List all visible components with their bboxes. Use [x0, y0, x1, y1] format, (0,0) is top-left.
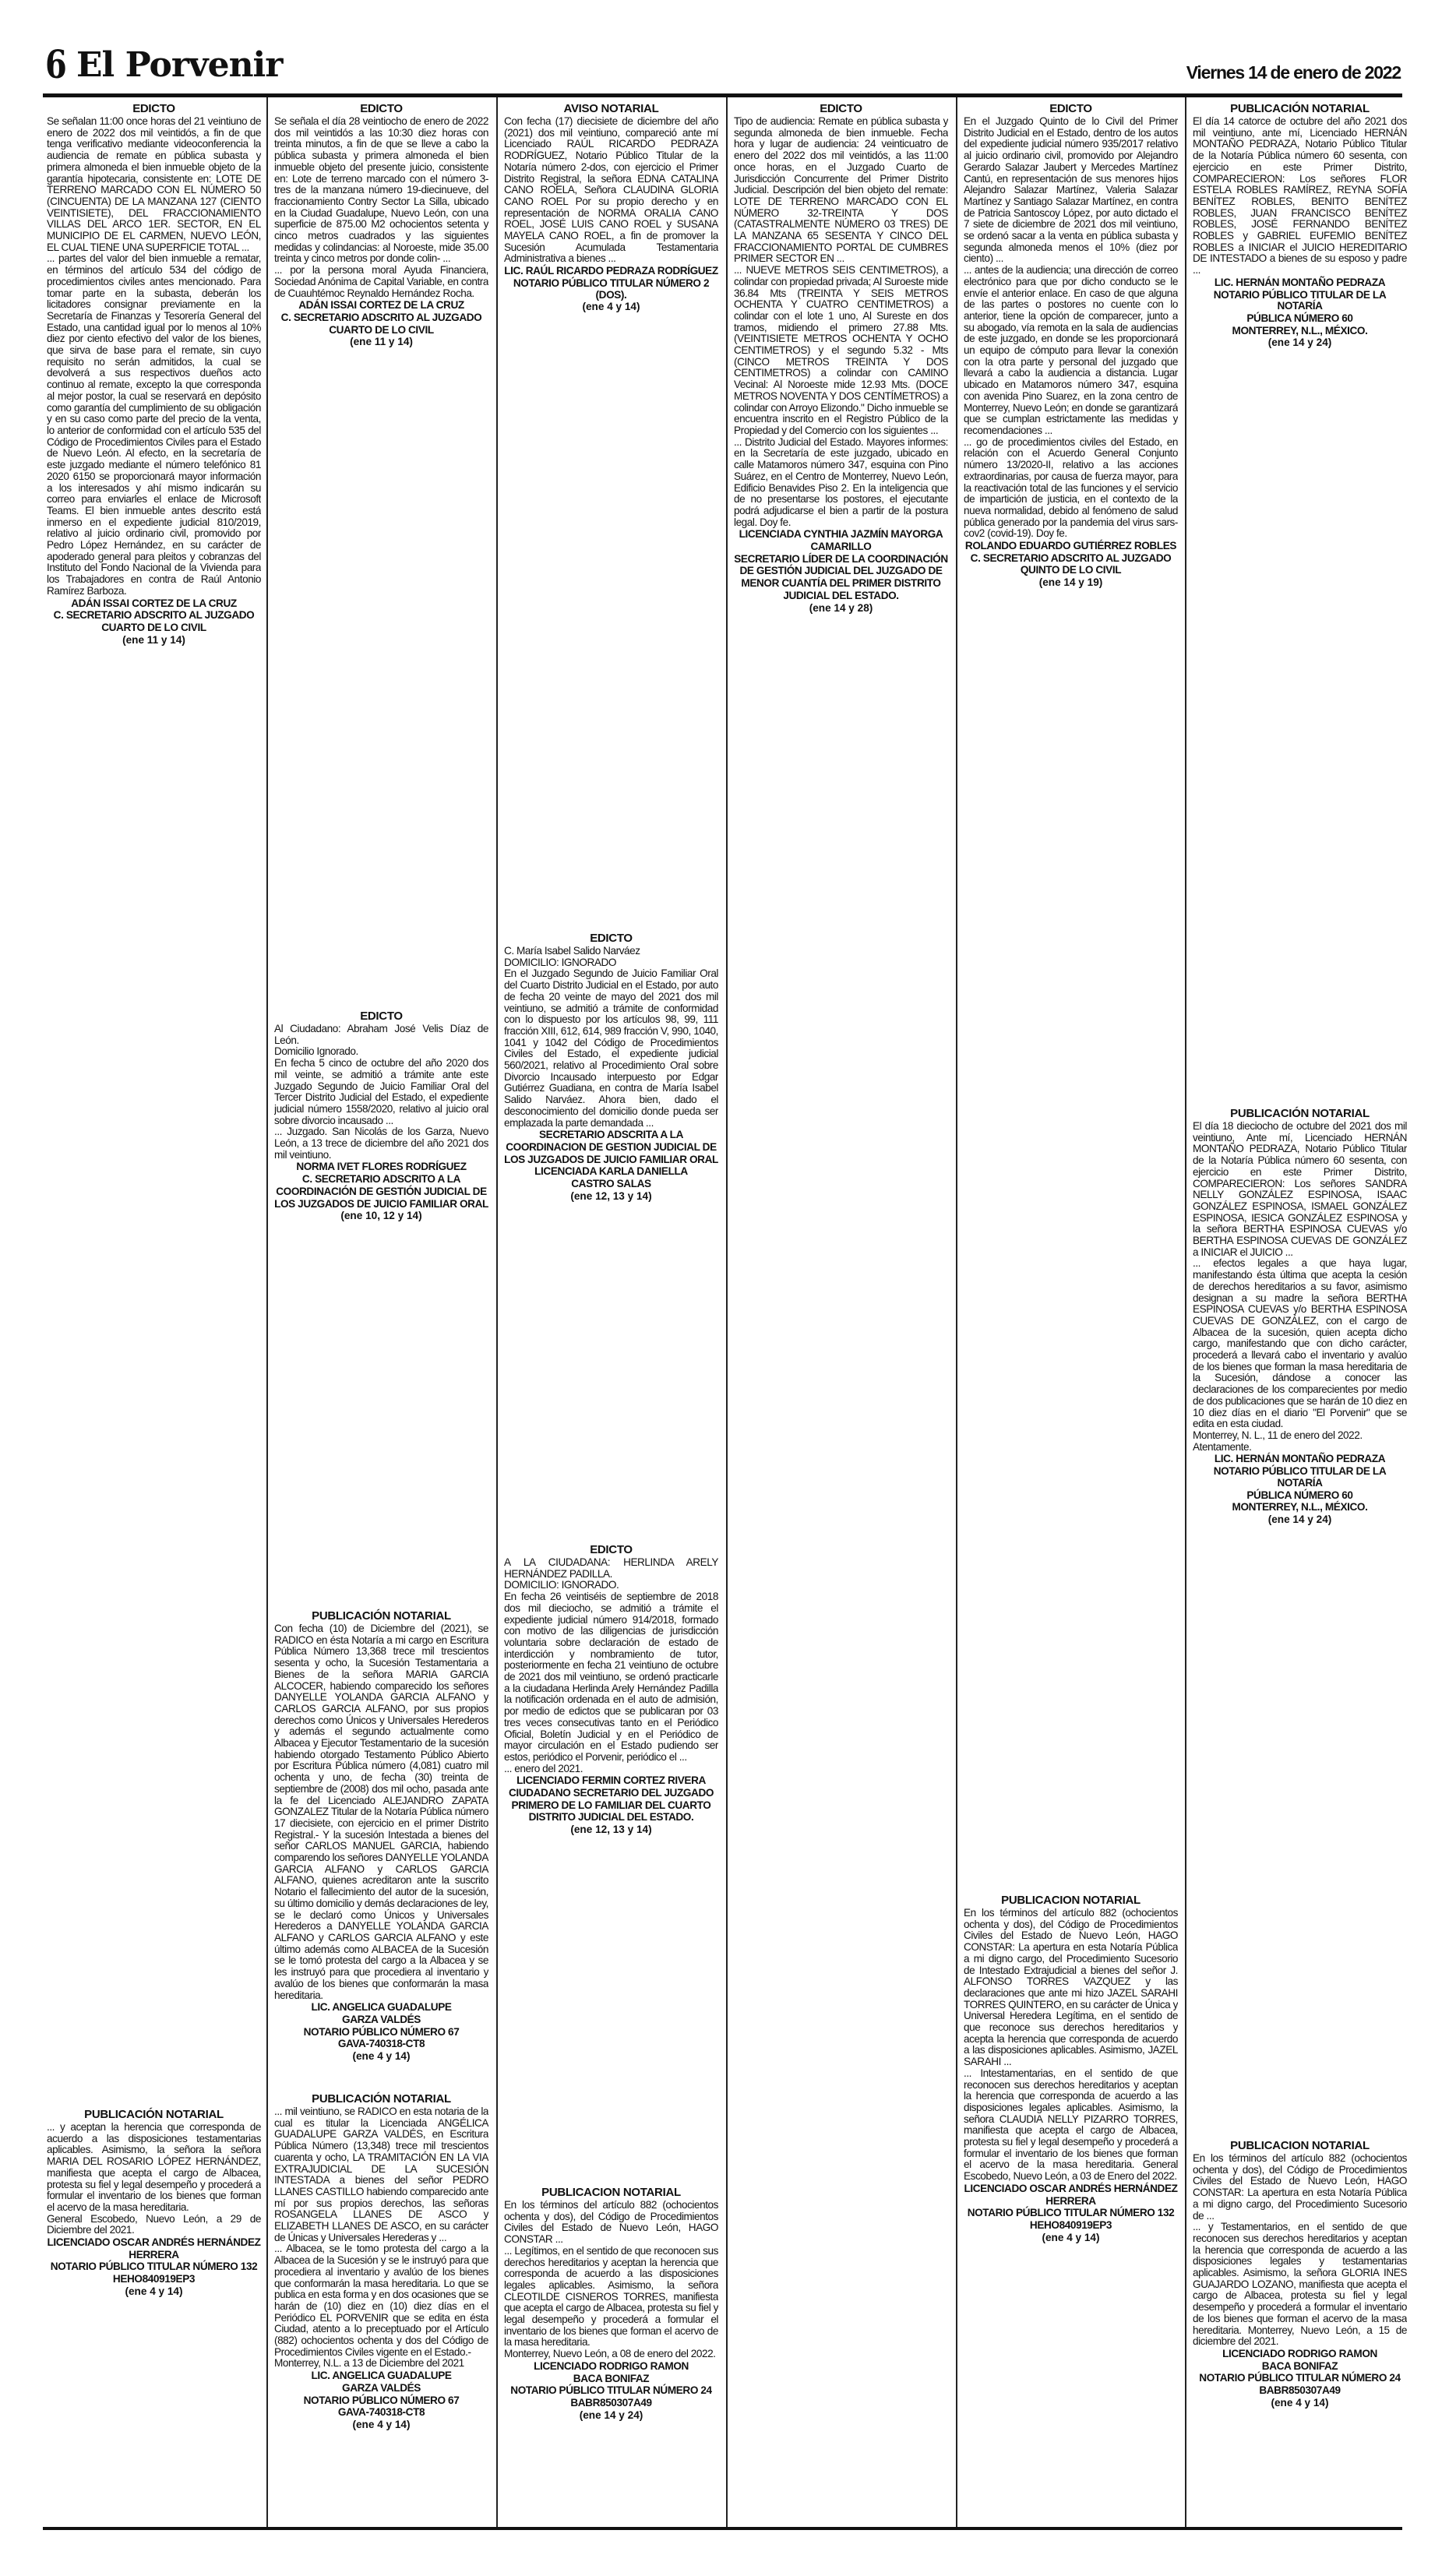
signature-line: MONTERREY, N.L., MÉXICO. [1232, 324, 1368, 337]
notice-paragraph: Atentamente. [1193, 1440, 1252, 1453]
signature-line: NOTARIO PÚBLICO TITULAR NÚMERO 24 [510, 2384, 712, 2397]
notice-body [47, 2122, 261, 2236]
notice-paragraph: ... Intestamentarias, en el sentido de que reconocen sus derechos hereditarios y aceptan la herencia que corresponda de acuerdo a las disposiciones legales aplicables. Asimismo, la señora CLAUDIA NELLY PIZARRO TORRES, manifiesta que acepta el cargo de Albacea, protesta su fiel y legal desempeño y procederá a formular el inventario de los bienes que forman el acervo de la masa hereditaria. General Escobedo, Nuevo León, a 03 de Enero del 2022. [964, 2067, 1178, 2183]
signature-line: BACA BONIFAZ [573, 2372, 650, 2384]
notice-title: AVISO NOTARIAL [563, 102, 659, 115]
legal-notice [504, 2181, 718, 2527]
signature-line: COORDINACION DE GESTION JUDICIAL DE [506, 1140, 717, 1153]
notice-body [274, 2106, 488, 2370]
signature-line: BABR850307A49 [570, 2396, 652, 2409]
publication-dates: (ene 14 y 28) [809, 601, 873, 614]
notice-body [504, 2200, 718, 2360]
notice-paragraph: DOMICILIO: IGNORADO [504, 956, 617, 968]
signature-line: CASTRO SALAS [571, 1178, 651, 1190]
signature-line: DE GESTIÓN JUDICIAL DEL JUZGADO DE [739, 565, 943, 577]
notice-paragraph: Tipo de audiencia: Remate en pública subasta y segunda almoneda de bien inmueble. Fecha hora y lugar de audiencia: 24 veinticuatro de enero del 2022 dos mil veintidós, a las 11:00 once horas, en el Juzgado Cuarto de Jurisdicción Concurrente del Primer Distrito Judicial. Descripción del bien objeto del remate: LOTE DE TERRENO MARCADO CON EL NÚMERO 32-TREINTA Y DOS (CATASTRALMENTE NÚMERO 03 TRES) DE LA MANZANA 65 SESENTA Y CINCO DEL FRACCIONAMIENTO PORTAL DE CUMBRES PRIMER SECTOR EN ... [734, 115, 948, 265]
notice-paragraph: ... enero del 2021. [504, 1762, 583, 1774]
notice-paragraph: Con fecha (10) de Diciembre del (2021), se RADICO en ésta Notaría a mi cargo en Escritura Pública Número 13,368 trece mil trescientos sesenta y ocho, la Sucesión Testamentaria a Bienes de la señora MARIA GARCIA ALCOCER, habiendo comparecido los señores DANYELLE YOLANDA GARCIA ALFANO y CARLOS GARCIA ALFANO, por sus propios derechos como Únicos y Universales Herederos y además el segundo actualmente como Albacea y Ejecutor Testamentario de la sucesión habiendo otorgado Testamento Público Abierto por Escritura Pública número (4,081) cuatro mil ochenta y uno, de fecha (30) treinta de septiembre de (2008) dos mil ocho, pasada ante la fe del Licenciado ALEJANDRO ZAPATA GONZALEZ Titular de la Notaría Pública número 17 diecisiete, con ejercicio en el primer Distrito Registral.- Y la sucesión Intestada a bienes del señor CARLOS MANUEL GARCIA, habiendo comparendo los señores DANYELLE YOLANDA GARCIA ALFANO y CARLOS GARCIA ALFANO, quienes acreditaron ante la suscrito Notario el fallecimiento del autor de la sucesión, su último domicilio y demás declaraciones de ley, se le declaró como Únicos y Universales Herederos a DANYELLE YOLANDA GARCIA ALFANO y CARLOS GARCIA ALFANO y este último además como ALBACEA de la Sucesión se le tomó protesta del cargo a la Albacea y se les instruyó para que procediera al inventario y avalúo de los bienes que conformarán la masa hereditaria. [274, 1623, 488, 2001]
legal-notice [274, 1605, 488, 2088]
signature-line: MONTERREY, N.L., MÉXICO. [1232, 1501, 1368, 1514]
signature-line: NOTARIO PÚBLICO NÚMERO 67 [303, 2394, 460, 2406]
notice-paragraph: ... por la persona moral Ayuda Financiera, Sociedad Anónima de Capital Variable, en contra de Cuauhtémoc Reynaldo Hernández Rocha. [274, 264, 488, 299]
signature-line: DISTRITO JUDICIAL DEL ESTADO. [528, 1811, 694, 1824]
issue-date: Viernes 14 de enero de 2022 [1186, 62, 1401, 83]
notice-paragraph: Se señala el día 28 veintiocho de enero de 2022 dos mil veintidós a las 10:30 diez horas con treinta minutos, a fin de que se lleve a cabo la pública subasta y primera almoneda el bien inmueble objeto del presente juicio, consistente en: Lote de terreno marcado con el número 3-tres de la manzana número 19-diecinueve, del fraccionamiento Contry Sector La Silla, ubicado en la Ciudad Guadalupe, Nuevo León, con una superficie de 875.00 M2 ochocientos setenta y cinco metros cuadrados y las siguientes medidas y colindancias: al Noroeste, mide 35.00 treinta y cinco metros por donde colin- ... [274, 115, 488, 265]
notice-body [1193, 1121, 1407, 1453]
publication-dates: (ene 12, 13 y 14) [570, 1824, 652, 1836]
notice-paragraph: Monterrey, Nuevo León, a 08 de enero del 2022. [504, 2348, 716, 2360]
signature-line: QUINTO DE LO CIVIL [1020, 564, 1122, 576]
notice-title: EDICTO [132, 102, 175, 115]
notice-paragraph: El día 18 dieciocho de octubre del 2021 dos mil veintiuno, Ante mí, Licenciado HERNÁN MONTAÑO PEDRAZA, Notario Público Titular de la Notaría Pública número 60 sesenta, con ejercicio en este Primer Distrito, COMPARECIERON: Los señores SANDRA NELLY GONZÁLEZ ESPINOSA, ISAAC GONZÁLEZ ESPINOSA, ISMAEL GONZÁLEZ ESPINOSA, IESICA GONZÁLEZ ESPINOSA y la señora BERTHA ESPINOSA CUEVAS y/o BERTHA ESPINOSA CUEVAS DE GONZÁLEZ a INICIAR el JUICIO ... [1193, 1120, 1407, 1258]
notice-paragraph: ... Distrito Judicial del Estado. Mayores informes: en la Secretaría de este juzgado, ubicado en calle Matamoros número 347, esquina con Pino Suárez, en el Centro de Monterrey, Nuevo León, Edificio Benavides Piso 2. En la inteligencia que de no presentarse los postores, el ejecutante podrá adjudicarse el bien a partir de la postura legal. Doy fe. [734, 435, 948, 528]
signature-line: HERRERA [129, 2248, 179, 2261]
notice-paragraph: ... antes de la audiencia; una dirección de correo electrónico para que por dicho conducto se le envíe el anterior enlace. En caso de que alguna de las partes o postores no cuente con lo anterior, tiene la opción de comparecer, junto a su abogado, vía remota en la sala de audiencias de este juzgado, en donde se les proporcionará un equipo de cómputo para llevar la conexión con la otra parte y personal del juzgado que llevará a cabo la audiencia a distancia. Lugar ubicado en Matamoros número 347, esquina con avenida Pino Suarez, en la zona centro de Monterrey, Nuevo León; en donde se garantizará que se cumplan estrictamente las medidas y recomendaciones ... [964, 264, 1178, 436]
legal-notice [964, 1889, 1178, 2527]
notice-body [274, 1024, 488, 1161]
signature-line: BACA BONIFAZ [1261, 2359, 1338, 2372]
signature-line: NOTARIO PÚBLICO TITULAR NÚMERO 24 [1199, 2372, 1401, 2384]
notice-paragraph: En los términos del artículo 882 (ochocientos ochenta y dos), del Código de Procedimientos Civiles del Estado de Nuevo León, HAGO CONSTAR: La apertura en esta Notaría Pública a mi digno cargo, del Procedimiento Sucesorio de Intestado Extrajudicial a bienes del señor J. ALFONSO TORRES VAZQUEZ y las declaraciones que ante mi hizo JAZEL SARAHI TORRES QUINTERO, en su carácter de Única y Universal Heredera Legítima, en el sentido de que reconoce sus derechos hereditarios y acepta la herencia que corresponda de acuerdo a las disposiciones aplicables. Asimismo, JAZEL SARAHI ... [964, 1907, 1178, 2068]
legal-notice [504, 927, 718, 1538]
notice-paragraph: ... go de procedimientos civiles del Estado, en relación con el Acuerdo General Conjunto número 13/2020-II, relativo a las acciones extraordinarias, por causa de fuerza mayor, para la reactivación total de las funciones y el servicio de impartición de justicia, en el contexto de la nueva normalidad, debido al fenómeno de salud pública generado por la pandemia del virus sars-cov2 (covid-19). Doy fe. [964, 435, 1178, 540]
notice-paragraph: Monterrey, N.L. a 13 de Diciembre del 2021 [274, 2357, 464, 2370]
notice-paragraph: General Escobedo, Nuevo León, a 29 de Diciembre del 2021. [47, 2212, 261, 2236]
page-number: 6 [45, 41, 67, 87]
signature-line: LIC. ANGELICA GUADALUPE [311, 2001, 452, 2014]
notice-title: PUBLICACIÓN NOTARIAL [1230, 1107, 1370, 1120]
signature-line: LICENCIADA CYNTHIA JAZMÍN MAYORGA [739, 528, 943, 541]
notice-paragraph: ... mil veintiuno, se RADICO en esta notaria de la cual es titular la Licenciada ANGÉLICA GUADALUPE GARZA VALDÉS, en Escritura Pública Número (13,348) trece mil trescientos cuarenta y ocho, LA TRAMITACIÓN EN LA VIA EXTRAJUDICIAL DE LA SUCESIÓN INTESTADA a bienes del señor PEDRO LLANES CASTILLO habiendo comparecido ante mí por sus propios derechos, las señoras ROSANGELA LLANES DE ASCO y ELIZABETH LLANES DE ASCO, en su carácter de Únicas y Universales Herederas y ... [274, 2106, 488, 2243]
notice-body [1193, 2153, 1407, 2348]
notice-paragraph: ... Legítimos, en el sentido de que reconocen sus derechos hereditarios y aceptan la herencia que corresponda de acuerdo a las disposiciones legales aplicables. Asimismo, la señora CLEOTILDE CISNEROS TORRES, manifiesta que acepta el cargo de Albacea, protesta su fiel y legal desempeño y procederá a formular el inventario de los bienes que forman el acervo de la masa hereditaria. [504, 2244, 718, 2349]
legal-notice [274, 2088, 488, 2527]
signature-line: LIC. ANGELICA GUADALUPE [311, 2370, 452, 2382]
masthead [45, 41, 283, 87]
notice-paragraph: ... y aceptan la herencia que corresponda de acuerdo a las disposiciones testamentarias aplicables. Asimismo, la señora la señora MARIA DEL ROSARIO LÓPEZ HERNÁNDEZ, manifiesta que acepta el cargo de Albacea, protesta su fiel y legal desempeño y procederá a formular el inventario de los bienes que forman el acervo de la masa hereditaria. [47, 2121, 261, 2213]
notice-paragraph: ... Juzgado. San Nicolás de los Garza, Nuevo León, a 13 trece de diciembre del año 2021 dos mil veintiuno. [274, 1126, 488, 1161]
notice-paragraph: Al Ciudadano: Abraham José Velis Díaz de León. [274, 1023, 488, 1046]
notice-title: EDICTO [590, 1543, 633, 1556]
column-1 [47, 97, 261, 2527]
signature-line: COORDINACIÓN DE GESTIÓN JUDICIAL DE [276, 1185, 487, 1197]
signature-line: PÚBLICA NÚMERO 60 [1246, 312, 1353, 324]
signature-line: SECRETARIO ADSCRITA A LA [539, 1129, 683, 1141]
publication-dates: (ene 11 y 14) [350, 336, 413, 348]
legal-notice [1193, 2134, 1407, 2527]
signature-line: NORMA IVET FLORES RODRÍGUEZ [296, 1161, 467, 1173]
legal-notice [47, 97, 261, 2103]
notice-body [1193, 116, 1407, 277]
notice-paragraph: C. María Isabel Salido Narváez [504, 945, 640, 957]
signature-line: HEHO840919EP3 [112, 2273, 196, 2285]
column-5 [964, 97, 1178, 2527]
notice-title: PUBLICACIÓN NOTARIAL [84, 2108, 224, 2121]
notice-title: PUBLICACION NOTARIAL [1001, 1894, 1141, 1907]
signature-line: LICENCIADA KARLA DANIELLA [534, 1165, 688, 1178]
legal-notice [504, 97, 718, 927]
legal-notice [274, 97, 488, 1005]
publication-dates: (ene 14 y 24) [1267, 337, 1332, 349]
signature-line: BABR850307A49 [1259, 2384, 1341, 2397]
signature-line: NOTARIO PÚBLICO TITULAR NÚMERO 2 (DOS). [513, 277, 710, 301]
notice-body [274, 116, 488, 299]
notice-title: PUBLICACION NOTARIAL [541, 2186, 681, 2199]
notice-body [504, 1557, 718, 1774]
notice-paragraph: Monterrey, N. L., 11 de enero del 2022. [1193, 1429, 1363, 1441]
legal-notice [47, 2103, 261, 2527]
column-divider [266, 97, 268, 2527]
notice-paragraph: En los términos del artículo 882 (ochocientos ochenta y dos), del Código de Procedimientos Civiles del Estado de Nuevo León, HAGO CONSTAR ... [504, 2199, 718, 2246]
signature-line: GAVA-740318-CT8 [337, 2038, 425, 2050]
legal-notice [734, 97, 948, 2527]
notice-title: PUBLICACIÓN NOTARIAL [312, 2092, 451, 2106]
signature-line: C. SECRETARIO ADSCRITO AL JUZGADO [53, 609, 255, 622]
signature-line: LICENCIADO FERMIN CORTEZ RIVERA [516, 1774, 706, 1787]
signature-line: C. SECRETARIO ADSCRITO AL JUZGADO [970, 551, 1172, 564]
notice-title: EDICTO [590, 932, 633, 945]
column-4 [734, 97, 948, 2527]
publication-dates: (ene 4 y 14) [352, 2418, 411, 2430]
notice-paragraph: Domicilio Ignorado. [274, 1045, 358, 1058]
signature-line: JUDICIAL DEL ESTADO. [783, 589, 899, 601]
notice-title: EDICTO [360, 1010, 403, 1023]
signature-line: C. SECRETARIO ADSCRITO AL JUZGADO [280, 311, 482, 323]
signature-line: GARZA VALDÉS [342, 2013, 421, 2025]
signature-line: LOS JUZGADOS DE JUICIO FAMILIAR ORAL [274, 1197, 488, 1210]
signature-line: NOTARIO PÚBLICO TITULAR NÚMERO 132 [50, 2261, 258, 2273]
notice-title: PUBLICACION NOTARIAL [1230, 2139, 1370, 2152]
notice-paragraph: En el Juzgado Quinto de lo Civil del Primer Distrito Judicial en el Estado, dentro de los autos del expediente judicial número 935/2017 relativo al juicio ordinario civil, promovido por Alejandro Gerardo Salazar Jaubert y Mercedes Martínez Cantú, en representación de sus menores hijos Alejandro Salazar Martínez, Valeria Salazar Martínez y Santiago Salazar Martínez, en contra de Patricia Santoscoy López, por auto dictado el 7 siete de diciembre de 2021 dos mil veintiuno, se ordenó sacar a la venta en pública subasta y segunda almoneda menos el 10% (diez por ciento) ... [964, 115, 1178, 265]
legal-notice [504, 1538, 718, 2181]
notice-body [964, 1908, 1178, 2183]
signature-line: SECRETARIO LÍDER DE LA COORDINACIÓN [734, 552, 948, 565]
publication-dates: (ene 12, 13 y 14) [570, 1189, 652, 1202]
publication-dates: (ene 14 y 24) [1267, 1513, 1332, 1525]
publication-dates: (ene 4 y 14) [1271, 2396, 1329, 2409]
column-divider [726, 97, 728, 2527]
notice-paragraph: En el Juzgado Segundo de Juicio Familiar Oral del Cuarto Distrito Judicial en el Estado, por auto de fecha 20 veinte de mayo del 2021 dos mil veintiuno, se admitió a trámite de conformidad con lo dispuesto por los artículos 98, 99, 111 fracción XIII, 612, 614, 989 fracción V, 990, 1040, 1041 y 1042 del Código de Procedimientos Civiles del Estado, el expediente judicial 560/2021, relativo al Procedimiento Oral sobre Divorcio Incausado interpuesto por Edgar Gutiérrez Guadiana, en contra de María Isabel Salido Narváez. Ahora bien, dado el desconocimiento del domicilio donde pueda ser emplazada la parte demandada ... [504, 967, 718, 1129]
signature-line: LICENCIADO OSCAR ANDRÉS HERNÁNDEZ [47, 2236, 261, 2249]
signature-line: PRIMERO DE LO FAMILIAR DEL CUARTO [511, 1799, 711, 1811]
notice-body [504, 946, 718, 1129]
signature-line: NOTARIO PÚBLICO TITULAR DE LA NOTARÍA [1213, 288, 1387, 312]
notice-title: PUBLICACIÓN NOTARIAL [312, 1609, 451, 1623]
signature-line: GAVA-740318-CT8 [337, 2406, 425, 2419]
notice-paragraph: En fecha 5 cinco de octubre del año 2020 dos mil veinte, se admitió a trámite ante este Juzgado Segundo de Juicio Familiar Oral del Tercer Distrito Judicial del Estado, el expediente judicial número 1558/2020, relativo al juicio oral sobre divorcio incausado ... [274, 1057, 488, 1126]
notice-paragraph: Se señalan 11:00 once horas del 21 veintiuno de enero de 2022 dos mil veintidós, a fin de que tenga verificativo mediante videoconferencia la audiencia de remate en pública subasta y primera almoneda el bien inmueble objeto de la garantía hipotecaria, consistente en: LOTE DE TERRENO MARCADO CON EL NÚMERO 50 (CINCUENTA) DE LA MANZANA 127 (CIENTO VEINTISIETE), DEL FRACCIONAMIENTO VILLAS DEL ARCO 1ER. SECTOR, EN EL MUNICIPIO DE EL CARMEN, NUEVO LEÓN, EL CUAL TIENE UNA SUPERFICIE TOTAL ... [47, 115, 261, 253]
notice-paragraph: ... Albacea, se le tomo protesta del cargo a la Albacea de la Sucesión y se le instruyó para que procediera al inventario y avalúo de los bienes que conformarán la masa hereditaria. Lo que se publica en esta forma y en dos ocasiones que se harán de (10) diez en (10) diez días en el Periódico EL PORVENIR que se edita en ésta Ciudad, atento a lo preceptuado por el Artículo (882) ochocientos ochenta y dos del Código de Procedimientos Civiles vigente en el Estado.- [274, 2243, 488, 2358]
column-divider [1185, 97, 1186, 2527]
signature-line: CIUDADANO SECRETARIO DEL JUZGADO [508, 1787, 714, 1799]
notice-body [734, 116, 948, 528]
signature-line: NOTARIO PÚBLICO TITULAR DE LA NOTARÍA [1213, 1465, 1387, 1489]
signature-line: LOS JUZGADOS DE JUICIO FAMILIAR ORAL [504, 1153, 718, 1165]
signature-line: LIC. HERNÁN MONTAÑO PEDRAZA [1214, 1453, 1386, 1465]
legal-notice [1193, 97, 1407, 1102]
publication-dates: (ene 14 y 24) [579, 2409, 643, 2421]
publication-dates: (ene 4 y 14) [1042, 2231, 1100, 2243]
notice-paragraph: El día 14 catorce de octubre del año 2021 dos mil veintiuno, ante mí, Licenciado HERNÁN MONTAÑO PEDRAZA, Notario Público Titular de la Notaría Pública número 60 sesenta, con ejercicio en este Primer Distrito, COMPARECIERON: Los señores FLOR ESTELA ROBLES RAMÍREZ, REYNA SOFÍA BENÍTEZ ROBLES, BENITO BENÍTEZ ROBLES, JUAN FRANCISCO BENÍTEZ ROBLES, JOSÉ FERNANDO BENÍTEZ ROBLES y GABRIEL EUFEMIO BENÍTEZ ROBLES a INICIAR el JUICIO HEREDITARIO DE INTESTADO a bienes de su esposo y padre ... [1193, 115, 1407, 277]
publication-dates: (ene 4 y 14) [352, 2050, 411, 2063]
signature-line: NOTARIO PÚBLICO TITULAR NÚMERO 132 [967, 2207, 1175, 2219]
column-6 [1193, 97, 1407, 2527]
signature-line: LICENCIADO OSCAR ANDRÉS HERNÁNDEZ [964, 2182, 1178, 2194]
legal-notice [964, 97, 1178, 1889]
notice-paragraph: A LA CIUDADANA: HERLINDA ARELY HERNÁNDEZ PADILLA. [504, 1556, 718, 1580]
signature-line: HERRERA [1045, 2194, 1096, 2207]
legal-notice [1193, 1102, 1407, 2134]
notice-paragraph: ... y Testamentarios, en el sentido de que reconocen sus derechos hereditarios y aceptan la herencia que corresponda de acuerdo a las disposiciones legales y testamentarias aplicables. Asimismo, la señora GLORIA INES GUAJARDO LOZANO, manifiesta que acepta el cargo de Albacea, protesta su fiel y legal desempeño y procederá a formular el inventario de los bienes que forman el acervo de la masa hereditaria. Monterrey, Nuevo León, a 15 de diciembre del 2021. [1193, 2221, 1407, 2348]
footer-rule [43, 2527, 1402, 2530]
signature-line: LICENCIADO RODRIGO RAMON [534, 2359, 689, 2372]
notice-body [274, 1623, 488, 2001]
signature-line: HEHO840919EP3 [1029, 2218, 1112, 2231]
signature-line: C. SECRETARIO ADSCRITO A LA [301, 1173, 461, 1186]
notice-paragraph: En los términos del artículo 882 (ochocientos ochenta y dos), del Código de Procedimientos Civiles del Estado de Nuevo León, HAGO CONSTAR: La apertura en esta Notaría Pública a mi digno cargo, del Procedimiento Sucesorio de ... [1193, 2152, 1407, 2222]
notice-body [964, 116, 1178, 540]
signature-line: ADÁN ISSAI CORTEZ DE LA CRUZ [298, 299, 464, 312]
notice-paragraph: ... efectos legales a que haya lugar, manifestando ésta última que acepta la cesión de derechos hereditarios a su favor, asimismo designan a su madre la señora BERTHA ESPINOSA CUEVAS y/o BERTHA ESPINOSA CUEVAS DE GONZÁLEZ, con el cargo de Albacea de la sucesión, quien acepta dicho cargo, manifestando que con dicho carácter, procederá a llevará cabo el inventario y avalúo de los bienes que forman la masa hereditaria de la Sucesión, dándose a conocer las declaraciones de los comparecientes por medio de dos publicaciones que se harán de 10 diez en 10 diez días en el diario "El Porvenir" que se edita en esta ciudad. [1193, 1257, 1407, 1430]
column-divider [956, 97, 957, 2527]
notice-paragraph: ... partes del valor del bien inmueble a rematar, en términos del artículo 534 del código de procedimientos civiles antes mencionado. Para tomar parte en la subasta, deberán los licitadores consignar previamente en la Secretaría de Finanzas y Tesorería General del Estado, una cantidad igual por lo menos al 10% diez por ciento efectivo del valor de los bienes, que sirva de base para el remate, sin cuyo requisito no serán admitidos, la cual se devolverá a sus respectivos dueños acto continuo al remate, excepto la que corresponda al mejor postor, la cual se reservará en depósito como garantía del cumplimiento de su obligación y en su caso como parte del precio de la venta, lo anterior de conformidad con el artículo 535 del Código de Procedimientos Civiles para el Estado de Nuevo León. Al efecto, en la secretaría de este juzgado mediante el número telefónico 81 2020 6150 se proporcionará mayor información a los interesados y ahí mismo indicarán su correo para enviarles el enlace de Microsoft Teams. El bien inmueble antes descrito está inmerso en el expediente judicial 810/2019, relativo al juicio ordinario civil, promovido por Pedro López Hernández, en su carácter de apoderado general para pleitos y cobranzas del Instituto del Fondo Nacional de la Vivienda para los Trabajadores en contra de Raúl Antonio Ramírez Barboza. [47, 252, 261, 597]
signature-line: LICENCIADO RODRIGO RAMON [1222, 2347, 1377, 2359]
column-3 [504, 97, 718, 2527]
notice-paragraph: ... NUEVE METROS SEIS CENTIMETROS), a colindar con propiedad privada; Al Suroeste mide 36.84 Mts (TREINTA Y SEIS METROS OCHENTA Y CUATRO CENTIMETROS) a colindar con el lote 1 uno, Al Sureste en dos tramos, midiendo el primero 27.88 Mts. (VEINTISIETE METROS OCHENTA Y OCHO CENTIMETROS) y el segundo 5.32 - Mts (CINCO METROS TREINTA Y DOS CENTIMETROS) a colindar con CAMINO Vecinal: Al Noroeste mide 12.93 Mts. (DOCE METROS NOVENTA Y DOS CENTÍMETROS) a colindar con Arroyo Elizondo." Dicho inmueble se encuentra inscrito en el Registro Público de la Propiedad y del Comercio con los siguientes ... [734, 264, 948, 436]
signature-line: NOTARIO PÚBLICO NÚMERO 67 [303, 2025, 460, 2038]
notice-title: PUBLICACIÓN NOTARIAL [1230, 102, 1370, 115]
signature-line: GARZA VALDÉS [342, 2381, 421, 2394]
publication-dates: (ene 4 y 14) [125, 2285, 183, 2297]
publication-dates: (ene 14 y 19) [1038, 576, 1103, 589]
notice-title: EDICTO [820, 102, 862, 115]
signature-line: MENOR CUANTÍA DEL PRIMER DISTRITO [741, 577, 941, 590]
notice-title: EDICTO [360, 102, 403, 115]
signature-line: ROLANDO EDUARDO GUTIÉRREZ ROBLES [964, 540, 1177, 552]
signature-line: CAMARILLO [810, 541, 872, 553]
legal-notice [274, 1005, 488, 1605]
publication-dates: (ene 4 y 14) [582, 301, 640, 313]
notice-body [47, 116, 261, 597]
notice-paragraph: DOMICILIO: IGNORADO. [504, 1579, 619, 1591]
notice-body [504, 116, 718, 265]
newspaper-logo: El Porvenir [76, 45, 283, 85]
signature-line: PÚBLICA NÚMERO 60 [1246, 1489, 1353, 1501]
column-divider [496, 97, 498, 2527]
publication-dates: (ene 10, 12 y 14) [340, 1210, 422, 1222]
signature-line: ADÁN ISSAI CORTEZ DE LA CRUZ [71, 597, 237, 609]
publication-dates: (ene 11 y 14) [122, 633, 185, 646]
notice-paragraph: En fecha 26 veintiséis de septiembre de 2018 dos mil dieciocho, se admitió a trámite el expediente judicial número 914/2018, formado con motivo de las diligencias de jurisdicción voluntaria sobre declaración de estado de interdicción y nombramiento de tutor, posteriormente en fecha 21 veintiuno de octubre de 2021 dos mil veintiuno, se ordenó practicarle a la ciudadana Herlinda Arely Hernández Padilla la notificación ordenada en el auto de admisión, por medio de edictos que se publicaran por 03 tres veces consecutivas tanto en el Periódico Oficial, Boletín Judicial y en el Periódico de mayor circulación en el Estado pudiendo ser estos, periódico el Porvenir, periódico el ... [504, 1591, 718, 1763]
signature-line: CUARTO DE LO CIVIL [329, 323, 434, 336]
notice-title: EDICTO [1049, 102, 1092, 115]
column-2 [274, 97, 488, 2527]
notice-paragraph: Con fecha (17) diecisiete de diciembre del año (2021) dos mil veintiuno, compareció ante mí Licenciado RAÚL RICARDO PEDRAZA RODRÍGUEZ, Notario Público Titular de la Notaría número 2-dos, con ejercicio el Primer Distrito Registral, la señora EDNA CATALINA CANO ROELA, Señora CLAUDINA GLORIA CANO ROEL Por su propio derecho y en representación de NORMA ORALIA CANO ROEL, JOSÉ LUIS CANO ROEL y SUSANA MAYELA CANO ROEL, a fin de promover la Sucesión Acumulada Testamentaria Administrativa a bienes ... [504, 115, 718, 265]
signature-line: LIC. RAÚL RICARDO PEDRAZA RODRÍGUEZ [504, 265, 718, 277]
signature-line: LIC. HERNÁN MONTAÑO PEDRAZA [1214, 276, 1386, 288]
signature-line: CUARTO DE LO CIVIL [101, 621, 206, 633]
